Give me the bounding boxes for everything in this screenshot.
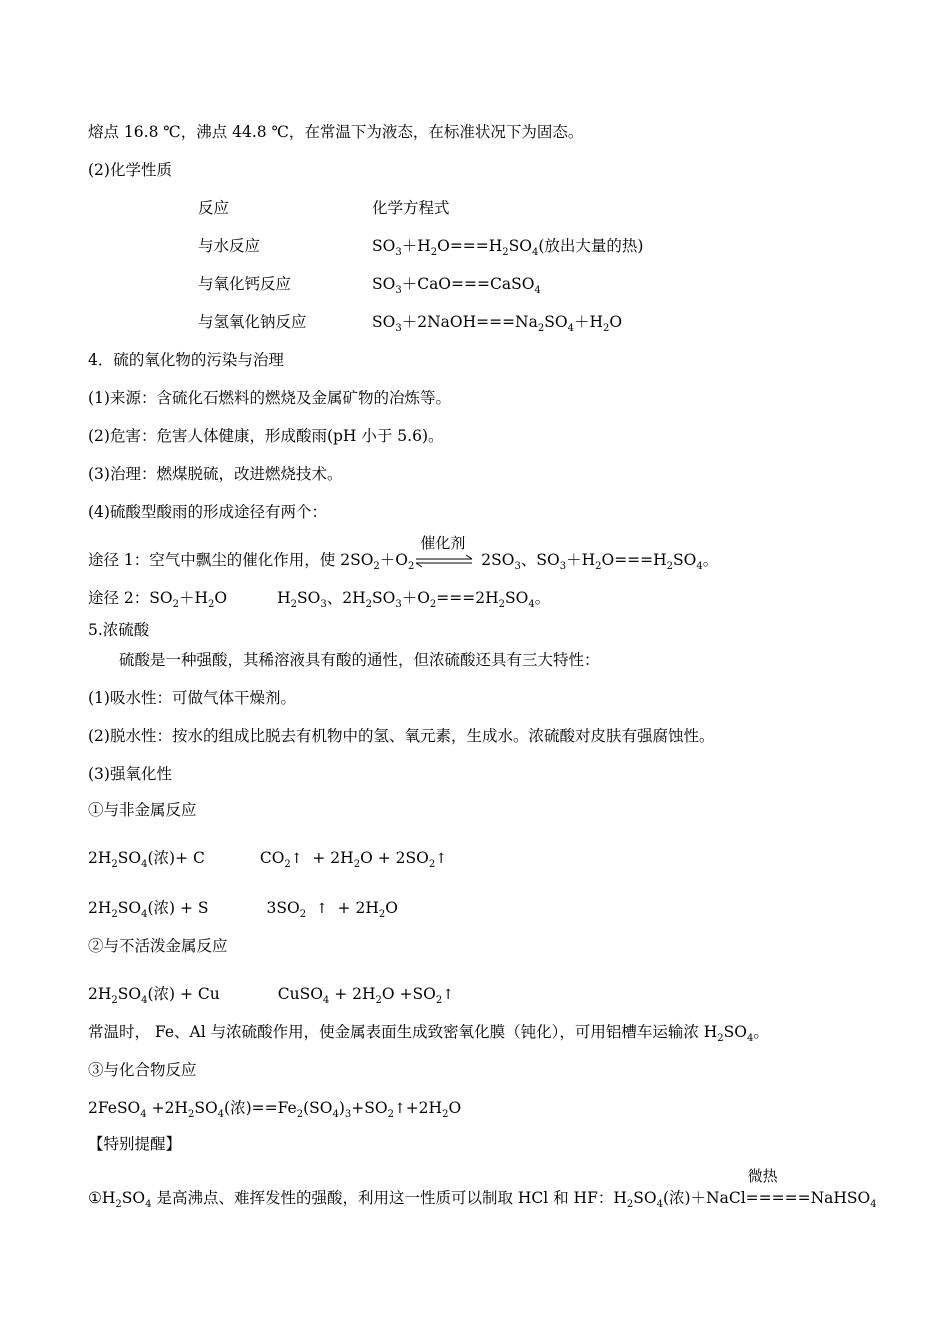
section4-source: (1)来源：含硫化石燃料的燃烧及金属矿物的冶炼等。 [88,389,451,407]
route1-prefix: 途径 1：空气中飘尘的催化作用，使 [88,551,341,569]
reversible-arrow [414,534,476,571]
compound-heading: ③与化合物反应 [88,1061,197,1079]
mild-heat-arrow: 微热 ===== [745,1167,811,1207]
eq-note: (放出大量的热) [538,237,644,255]
route2-prefix: 途径 2： [88,589,150,607]
intro-text: 熔点 16.8 ℃，沸点 44.8 ℃，在常温下为液态，在标准状况下为固态。 [88,123,584,141]
passivation-text: 常温时， Fe、Al 与浓硫酸作用，使金属表面生成致密氧化膜（钝化），可用铝槽车运输浓 $H_2SO_4$。 [88,1023,769,1044]
mild-heat-label: 微热 [747,1167,778,1185]
catalyst-label: 催化剂 [420,534,466,552]
section5-title: 5.浓硫酸 [88,621,150,639]
reminder-text: 是高沸点、难挥发性的强酸，利用这一性质可以制取 HCl 和 HF： [156,1189,614,1207]
passivation-label: 常温时， Fe、Al 与浓硫酸作用，使金属表面生成致密氧化膜（钝化），可用铝槽车运输浓 [88,1023,704,1041]
route2-line: 途径 2：$SO_2+H_2O$ $H_2SO_3$、$2H_2SO_3+O_2===2H_2SO_4$。 [88,589,551,610]
row-naoh-reaction: 与氢氧化钠反应 [198,313,307,331]
dehydrate-text: (2)脱水性：按水的组成比脱去有机物中的氢、氧元素，生成水。浓硫酸对皮肤有强腐蚀性。 [88,727,715,745]
eq-so3-naoh: $SO_3+2NaOH===Na_2SO_4+H_2O$ [372,313,623,334]
chem-props-heading: (2)化学性质 [88,161,172,179]
absorb-text: (1)吸水性：可做气体干燥剂。 [88,689,296,707]
section4-harm: (2)危害：危害人体健康，形成酸雨(pH 小于 5.6)。 [88,427,444,445]
section5-intro: 硫酸是一种强酸，其稀溶液具有酸的通性，但浓硫酸还具有三大特性： [119,651,600,669]
reminder-heading: 【特别提醒】 [88,1135,182,1153]
table-header-equation: 化学方程式 [372,199,450,217]
oxidizing-heading: (3)强氧化性 [88,765,172,783]
route1-line: 途径 1：空气中飘尘的催化作用，使 $2SO_2+O_2$ 催化剂 $2SO_3$、$SO_3+H_2O===H_2SO_4$。 [88,534,719,572]
reminder-item-1: $①H_2SO_4$ 是高沸点、难挥发性的强酸，利用这一性质可以制取 HCl 和 HF：$H_2SO_4$(浓)＋NaCl 微热 =====NaHSO$_4$ [88,1167,877,1210]
section4-title: 4．硫的氧化物的污染与治理 [88,351,284,369]
equilibrium-arrow-icon [414,551,476,571]
table-header-reaction: 反应 [198,199,230,217]
eq-feso4: 2FeSO$_4$ $+2H_2SO_4$(浓)$==Fe_2(SO_4)_3+SO_2↑+2H_2O$ [88,1099,462,1120]
eq-carbon: $2H_2SO_4$(浓)+ C $CO_2↑ + 2H_2O$ + $2SO_2↑$ [88,849,447,870]
row-water-reaction: 与水反应 [198,237,261,255]
eq-so3-water: $SO_3+H_2O===H_2SO_4$(放出大量的热) [372,237,644,258]
inactive-metal-heading: ②与不活泼金属反应 [88,937,228,955]
nonmetal-heading: ①与非金属反应 [88,801,197,819]
eq-copper: $2H_2SO_4$(浓) + Cu CuSO$_4$ + $2H_2O$ $+SO_2↑$ [88,985,454,1006]
section4-routes: (4)硫酸型酸雨的形成途径有两个： [88,503,327,521]
row-cao-reaction: 与氧化钙反应 [198,275,292,293]
section4-treat: (3)治理：燃煤脱硫，改进燃烧技术。 [88,465,343,483]
eq-sulfur: $2H_2SO_4$(浓) + S $3SO_2$ ↑ + $2H_2O$ [88,899,398,920]
eq-so3-cao: $SO_3+CaO===CaSO_4$ [372,275,541,296]
